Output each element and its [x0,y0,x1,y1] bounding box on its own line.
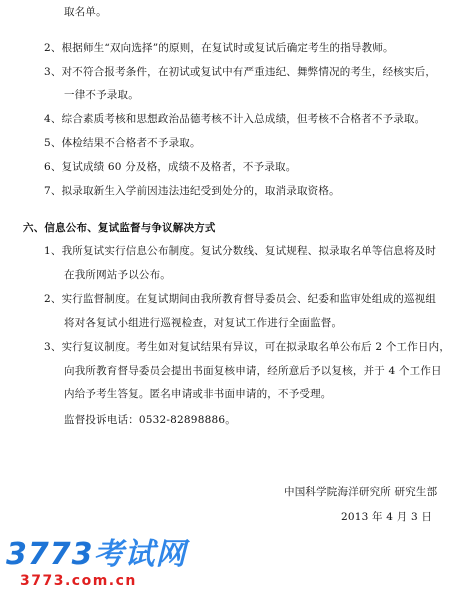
site-watermark-logo [6,537,187,598]
list-item-5: 5、体检结果不合格者不予录取。 [44,137,201,149]
list-item-6: 6、复试成绩 60 分及格，成绩不及格者，不予录取。 [44,161,297,173]
watermark-url: 3773.com.cn [20,573,137,589]
watermark-number: 3773 [6,537,94,572]
section-item-3-cont1: 向我所教育督导委员会提出书面复核申请，经所意后予以复核，并于 4 个工作日 [64,365,442,377]
section-item-1-cont: 在我所网站予以公布。 [64,269,171,281]
section-item-2: 2、实行监督制度。在复试期间由我所教育督导委员会、纪委和监审处组成的巡视组 [44,293,437,305]
complaint-phone: 监督投诉电话：0532-82898886。 [64,414,236,426]
signature-org: 中国科学院海洋研究所 研究生部 [284,486,438,498]
list-item-7: 7、拟录取新生入学前因违法违纪受到处分的，取消录取资格。 [44,185,340,197]
section-item-3: 3、实行复议制度。考生如对复试结果有异议，可在拟录取名单公布后 2 个工作日内， [44,341,451,353]
signature-date: 2013 年 4 月 3 日 [341,511,433,523]
list-item-4: 4、综合素质考核和思想政治品德考核不计入总成绩，但考核不合格者不予录取。 [44,113,426,125]
watermark-chinese: 考试网 [93,537,187,572]
section-item-1: 1、我所复试实行信息公布制度。复试分数线、复试规程、拟录取名单等信息将及时 [44,245,437,257]
section-heading: 六、信息公布、复试监督与争议解决方式 [23,222,216,234]
text-line: 取名单。 [64,6,107,18]
section-item-2-cont: 将对各复试小组进行巡视检查，对复试工作进行全面监督。 [64,317,343,329]
watermark-title [6,538,187,572]
list-item-3: 3、对不符合报考条件，在初试或复试中有严重违纪、舞弊情况的考生，经核实后， [44,66,437,78]
section-item-3-cont2: 内给予考生答复。匿名申请或非书面申请的，不予受理。 [64,388,332,400]
list-item-3-cont: 一律不予录取。 [64,89,139,101]
list-item-2: 2、根据师生“双向选择”的原则，在复试时或复试后确定考生的指导教师。 [44,42,394,54]
